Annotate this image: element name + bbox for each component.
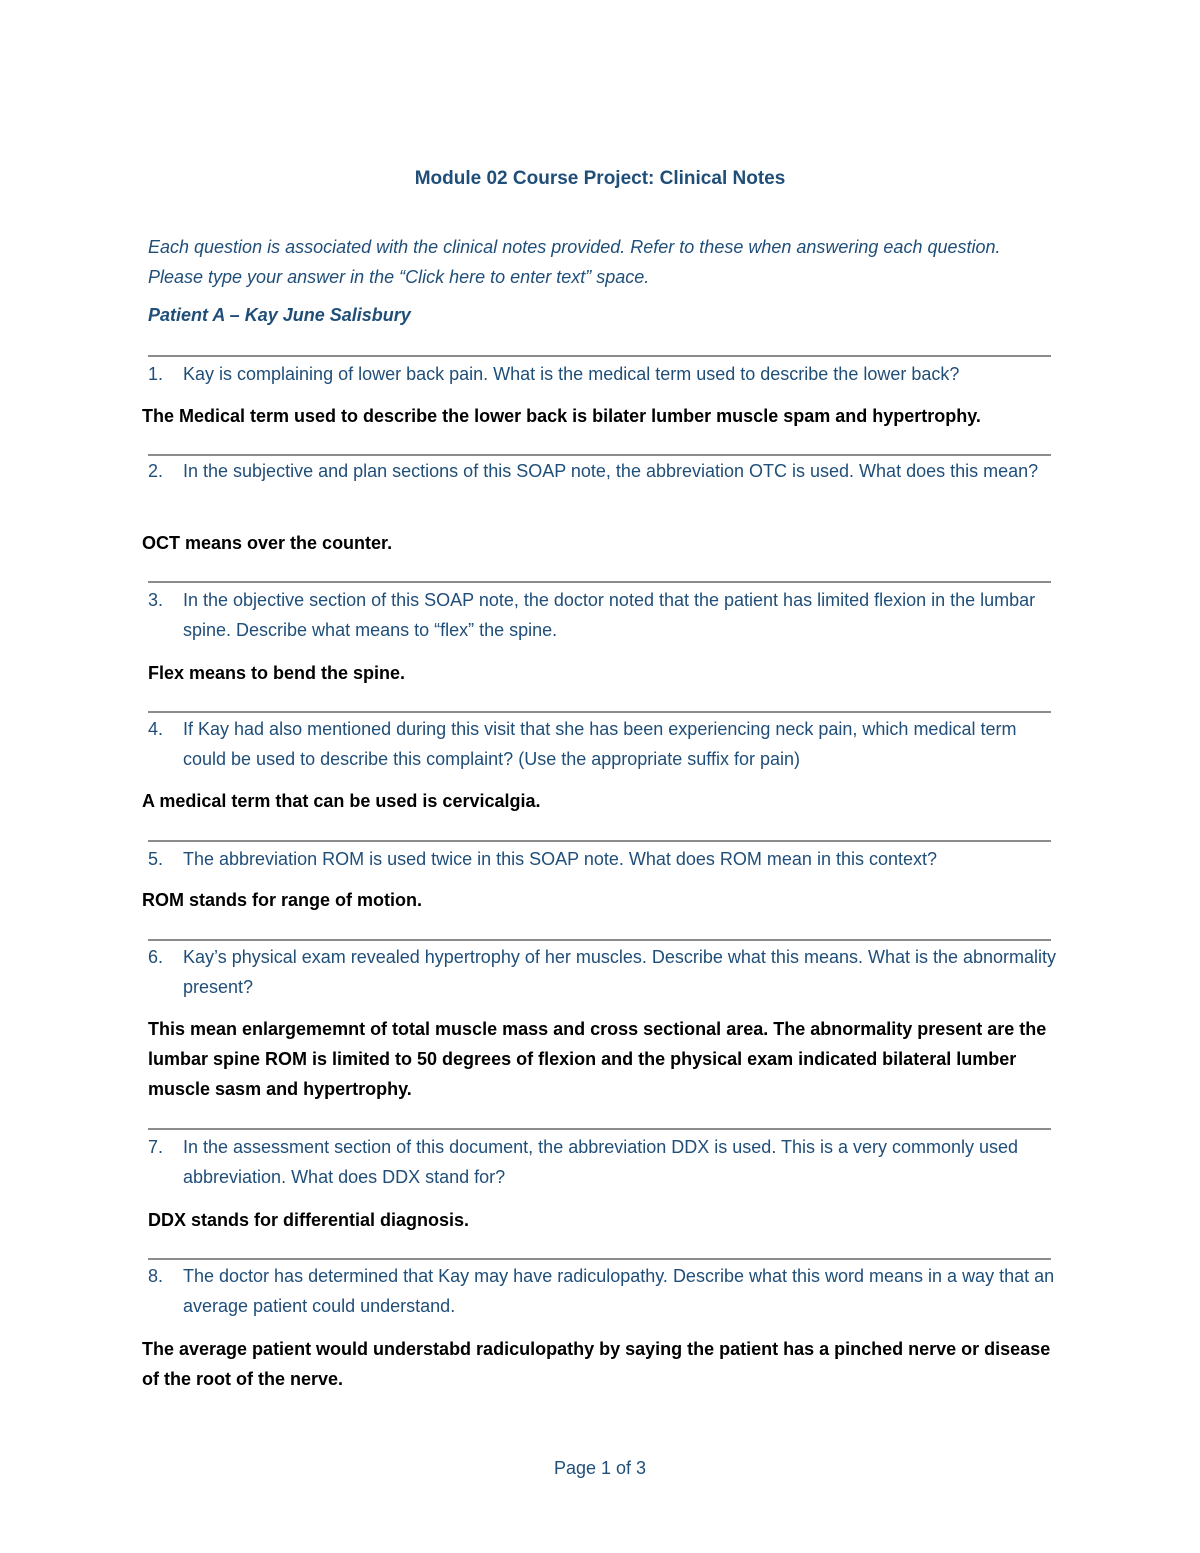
question-number: 5. xyxy=(148,849,164,869)
instructions: Each question is associated with the clinical notes provided. Refer to these when answering each question. Please type your answer in the “Click here to enter text” space. xyxy=(148,237,1001,287)
answer-4[interactable]: A medical term that can be used is cervicalgia. xyxy=(142,791,541,811)
answer-2[interactable]: OCT means over the counter. xyxy=(142,533,393,553)
patient-heading: Patient A – Kay June Salisbury xyxy=(148,305,411,325)
question-text: If Kay had also mentioned during this visit that she has been experiencing neck pain, which medical term could be used to describe this complaint? (Use the appropriate suffix for pain) xyxy=(183,719,1017,769)
answer-7[interactable]: DDX stands for differential diagnosis. xyxy=(148,1210,470,1230)
question-number: 1. xyxy=(148,364,164,384)
separator-rule xyxy=(148,711,1051,713)
question-4 xyxy=(148,714,1058,774)
separator-rule xyxy=(148,1128,1051,1130)
question-number: 2. xyxy=(148,461,164,481)
question-text: The abbreviation ROM is used twice in this SOAP note. What does ROM mean in this context? xyxy=(183,849,938,869)
question-text: Kay’s physical exam revealed hypertrophy of her muscles. Describe what this means. What is the abnormality present? xyxy=(183,947,1057,997)
answer-5[interactable]: ROM stands for range of motion. xyxy=(142,890,423,910)
page-footer: Page 1 of 3 xyxy=(553,1458,647,1478)
question-7 xyxy=(148,1132,1058,1192)
question-2 xyxy=(148,456,1058,486)
answer-3[interactable]: Flex means to bend the spine. xyxy=(148,663,406,683)
question-text: The doctor has determined that Kay may have radiculopathy. Describe what this word means in a way that an average patient could understand. xyxy=(183,1266,1055,1316)
question-text: In the assessment section of this document, the abbreviation DDX is used. This is a very commonly used abbreviation. What does DDX stand for? xyxy=(183,1137,1019,1187)
question-number: 7. xyxy=(148,1137,164,1157)
separator-rule xyxy=(148,581,1051,583)
question-number: 3. xyxy=(148,590,164,610)
question-number: 6. xyxy=(148,947,164,967)
answer-6[interactable]: This mean enlargememnt of total muscle mass and cross sectional area. The abnormality present are the lumbar spine ROM is limited to 50 degrees of flexion and the physical exam indicated bilateral lumber muscle sasm and hypertrophy. xyxy=(148,1019,1047,1099)
question-text: In the objective section of this SOAP note, the doctor noted that the patient has limited flexion in the lumbar spine. Describe what means to “flex” the spine. xyxy=(183,590,1036,640)
separator-rule xyxy=(148,1258,1051,1260)
separator-rule xyxy=(148,840,1051,842)
page-title: Module 02 Course Project: Clinical Notes xyxy=(414,168,786,189)
question-1 xyxy=(148,359,1058,389)
question-8 xyxy=(148,1261,1058,1321)
question-text: In the subjective and plan sections of this SOAP note, the abbreviation OTC is used. What does this mean? xyxy=(183,461,1039,481)
answer-1[interactable]: The Medical term used to describe the lower back is bilater lumber muscle spam and hypertrophy. xyxy=(142,406,981,426)
question-5 xyxy=(148,844,1058,874)
question-3 xyxy=(148,585,1058,645)
separator-rule xyxy=(148,939,1051,941)
question-6 xyxy=(148,942,1058,1002)
question-text: Kay is complaining of lower back pain. What is the medical term used to describe the lower back? xyxy=(183,364,960,384)
separator-rule xyxy=(148,355,1051,357)
question-number: 8. xyxy=(148,1266,164,1286)
question-number: 4. xyxy=(148,719,164,739)
answer-8[interactable]: The average patient would understabd radiculopathy by saying the patient has a pinched nerve or disease of the root of the nerve. xyxy=(142,1339,1051,1389)
